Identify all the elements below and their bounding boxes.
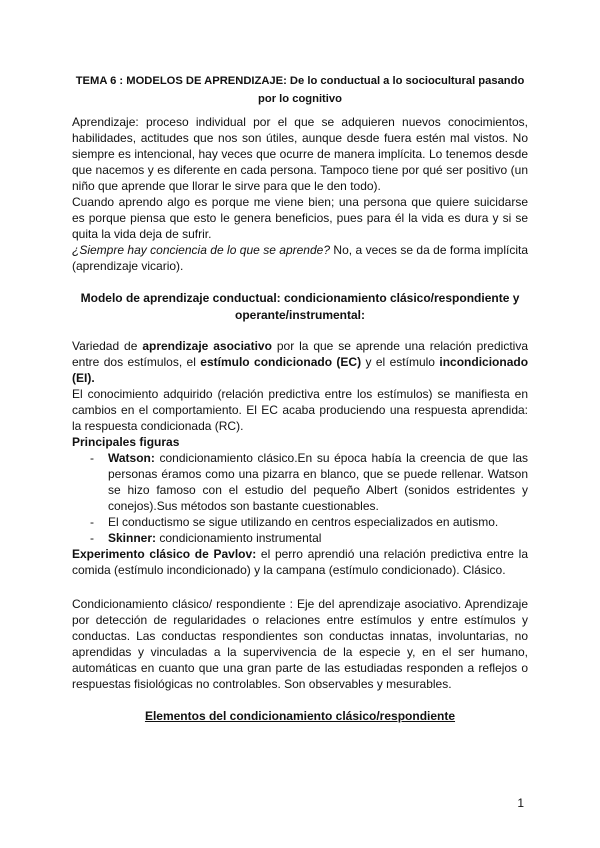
knowledge-paragraph: El conocimiento adquirido (relación predictiva entre los estímulos) se manifiesta en cambios en el comportamiento. El EC acaba produciendo una respuesta aprendida: la respuesta condicionada (RC).: [72, 387, 528, 433]
list-item-conductismo: [72, 514, 528, 530]
figure-description: condicionamiento clásico.En su época había la creencia de que las personas éramos como una pizarra en blanco, que se puede rellenar. Watson se hizo famoso con el estudio del pequeño Albert (sonidos estridentes y conejos).Sus métodos son bastante cuestionables.: [108, 451, 528, 513]
heading-line-2: operante/instrumental:: [234, 308, 366, 322]
figure-name: Skinner:: [108, 531, 157, 545]
list-item-skinner: [72, 530, 528, 546]
list-item-watson: [72, 450, 528, 514]
intro-question: ¿Siempre hay conciencia de lo que se aprende?: [72, 243, 330, 257]
section-conductual-body: [72, 338, 528, 578]
figure-description: El conductismo se sigue utilizando en centros especializados en autismo.: [108, 515, 499, 529]
intro-block: [72, 114, 528, 274]
term-estimulo-condicionado: estímulo condicionado (EC): [200, 355, 362, 369]
document-title: [72, 72, 528, 108]
figure-name: Watson:: [108, 451, 155, 465]
section-heading-conductual: [72, 290, 528, 324]
heading-elementos-text: Elementos del condicionamiento clásico/respondiente: [144, 709, 456, 723]
definition-text-e: y el estímulo: [361, 355, 440, 369]
heading-line-1: Modelo de aprendizaje conductual: condicionamiento clásico/respondiente y: [80, 291, 520, 305]
intro-paragraph-3: [72, 242, 528, 274]
dash-bullet: -: [90, 451, 94, 465]
pavlov-text: el perro aprendió una relación predictiva entre la comida (estímulo incondicionado) y la campana (estímulo condicionado). Clásico.: [72, 547, 528, 577]
title-line-1: TEMA 6 : MODELOS DE APRENDIZAJE: De lo conductual a lo sociocultural pasando: [75, 75, 525, 87]
pavlov-paragraph: [72, 546, 528, 578]
section-heading-elementos: [72, 708, 528, 725]
figures-heading: [72, 434, 528, 450]
dash-bullet: -: [90, 531, 94, 545]
term-estimulo-incondicionado: incondicionado (EI).: [72, 355, 529, 385]
pavlov-label: Experimento clásico de Pavlov:: [72, 547, 257, 561]
respondiente-paragraph: [72, 596, 528, 692]
title-line-2: por lo cognitivo: [258, 93, 342, 105]
respondiente-text: Condicionamiento clásico/ respondiente : Eje del aprendizaje asociativo. Aprendizaje por detección de regularidades o relaciones entre estímulos y entre estímulos y conductas. Las conductas respondientes son conductas innatas, involuntarias, no aprendidas y vinculadas a la supervivencia de la especie y, en el ser humano, automáticas en cuanto que una gran parte de las estudiadas responden a reflejos o respuestas fisiológicas no controlables. Son observables y mesurables.: [72, 597, 528, 691]
dash-bullet: -: [90, 515, 94, 529]
definition-paragraph: [72, 338, 528, 386]
intro-paragraph-1: Aprendizaje: proceso individual por el que se adquieren nuevos conocimientos, habilidades, actitudes que nos son útiles, aunque desde fuera estén mal vistos. No siempre es intencional, hay veces que ocurre de manera implícita. Lo tenemos desde que nacemos y es diferente en cada persona. Tampoco tiene por qué ser positivo (un niño que aprende que llorar le sirve para que le den todo).: [72, 115, 528, 193]
definition-text-a: Variedad de: [72, 339, 143, 353]
figures-heading-text: Principales figuras: [72, 435, 180, 449]
intro-paragraph-2: Cuando aprendo algo es porque me viene bien; una persona que quiere suicidarse es porque piensa que esto le genera beneficios, pues para él la vida es dura y si se quita la vida deja de sufrir.: [72, 195, 528, 241]
intro-answer: No, a veces se da de forma implícita (aprendizaje vicario).: [72, 243, 528, 273]
figure-description: condicionamiento instrumental: [156, 531, 322, 545]
term-aprendizaje-asociativo: aprendizaje asociativo: [142, 339, 272, 353]
page-number: 1: [517, 796, 524, 810]
definition-text-c: por la que se aprende una relación predictiva entre dos estímulos, el: [72, 339, 528, 369]
